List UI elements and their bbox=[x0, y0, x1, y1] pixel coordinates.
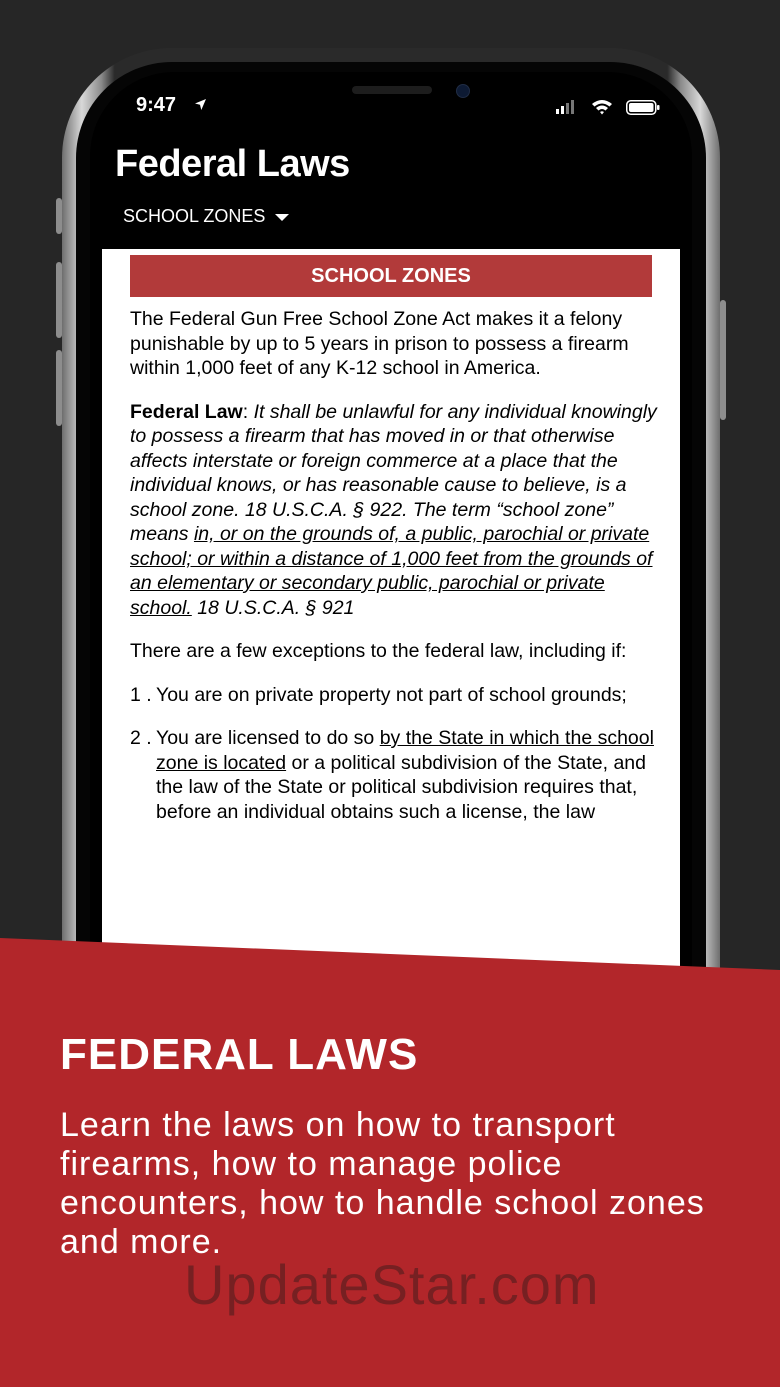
phone-volume-up bbox=[56, 262, 62, 338]
law-text-b: 18 U.S.C.A. § 921 bbox=[191, 596, 355, 619]
exception-text-underlined: by the State in which the school zone is located bbox=[156, 727, 654, 774]
status-icons bbox=[556, 98, 666, 116]
section-dropdown[interactable] bbox=[123, 206, 289, 227]
wifi-icon bbox=[592, 100, 612, 115]
exceptions-list bbox=[130, 683, 658, 825]
law-label: Federal Law bbox=[130, 400, 243, 423]
list-item-number: 1 . bbox=[130, 683, 152, 706]
list-item-number: 2 . bbox=[130, 727, 152, 749]
document-card bbox=[102, 249, 680, 1009]
chevron-down-icon bbox=[275, 214, 289, 221]
list-item bbox=[130, 726, 658, 824]
document-banner: SCHOOL ZONES bbox=[130, 255, 652, 297]
intro-paragraph: The Federal Gun Free School Zone Act makes it a felony punishable by up to 5 years in prison to possess a firearm within 1,000 feet of any K-12 school in America. bbox=[130, 308, 629, 379]
promo-description: Learn the laws on how to transport firearms, how to manage police encounters, how to handle school zones and more. bbox=[60, 1106, 705, 1261]
exceptions-intro: There are a few exceptions to the federal law, including if: bbox=[130, 640, 627, 662]
promo-title: FEDERAL LAWS bbox=[60, 1030, 419, 1079]
phone-power-button bbox=[720, 300, 726, 420]
phone-volume-down bbox=[56, 350, 62, 426]
watermark: UpdateStar.com bbox=[184, 1253, 600, 1316]
battery-icon bbox=[627, 101, 660, 115]
location-arrow-icon bbox=[194, 98, 207, 114]
list-item bbox=[130, 683, 658, 708]
document-body bbox=[130, 307, 658, 843]
federal-law-paragraph bbox=[130, 400, 658, 621]
cellular-signal-icon bbox=[556, 100, 574, 114]
law-text-underlined: in, or on the grounds of, a public, parochial or private school; or within a distance of 1,000 feet from the grounds of an elementary or secondary public, parochial or private school. bbox=[130, 523, 653, 619]
section-dropdown-label: SCHOOL ZONES bbox=[123, 206, 266, 226]
front-camera bbox=[456, 84, 470, 98]
list-item-text bbox=[156, 726, 658, 824]
status-time: 9:47 bbox=[136, 94, 177, 116]
list-item-text: You are on private property not part of school grounds; bbox=[156, 683, 627, 706]
law-text-a: It shall be unlawful for any individual knowingly to possess a firearm that has moved in or that otherwise affects interstate or foreign commerce at a place that the individual knows, or has reasonable cause to believe, is a school zone. 18 U.S.C.A. § 922. The term “school zone” means bbox=[130, 400, 657, 545]
page-title: Federal Laws bbox=[115, 143, 350, 185]
law-separator: : bbox=[242, 400, 254, 423]
exception-text-b: or a political subdivision of the State, and the law of the State or political subdivision requires that, before an individual obtains such a license, the law bbox=[156, 751, 646, 823]
exception-text-a: You are licensed to do so bbox=[156, 727, 380, 749]
earpiece-speaker bbox=[352, 86, 432, 94]
phone-side-button bbox=[56, 198, 62, 234]
